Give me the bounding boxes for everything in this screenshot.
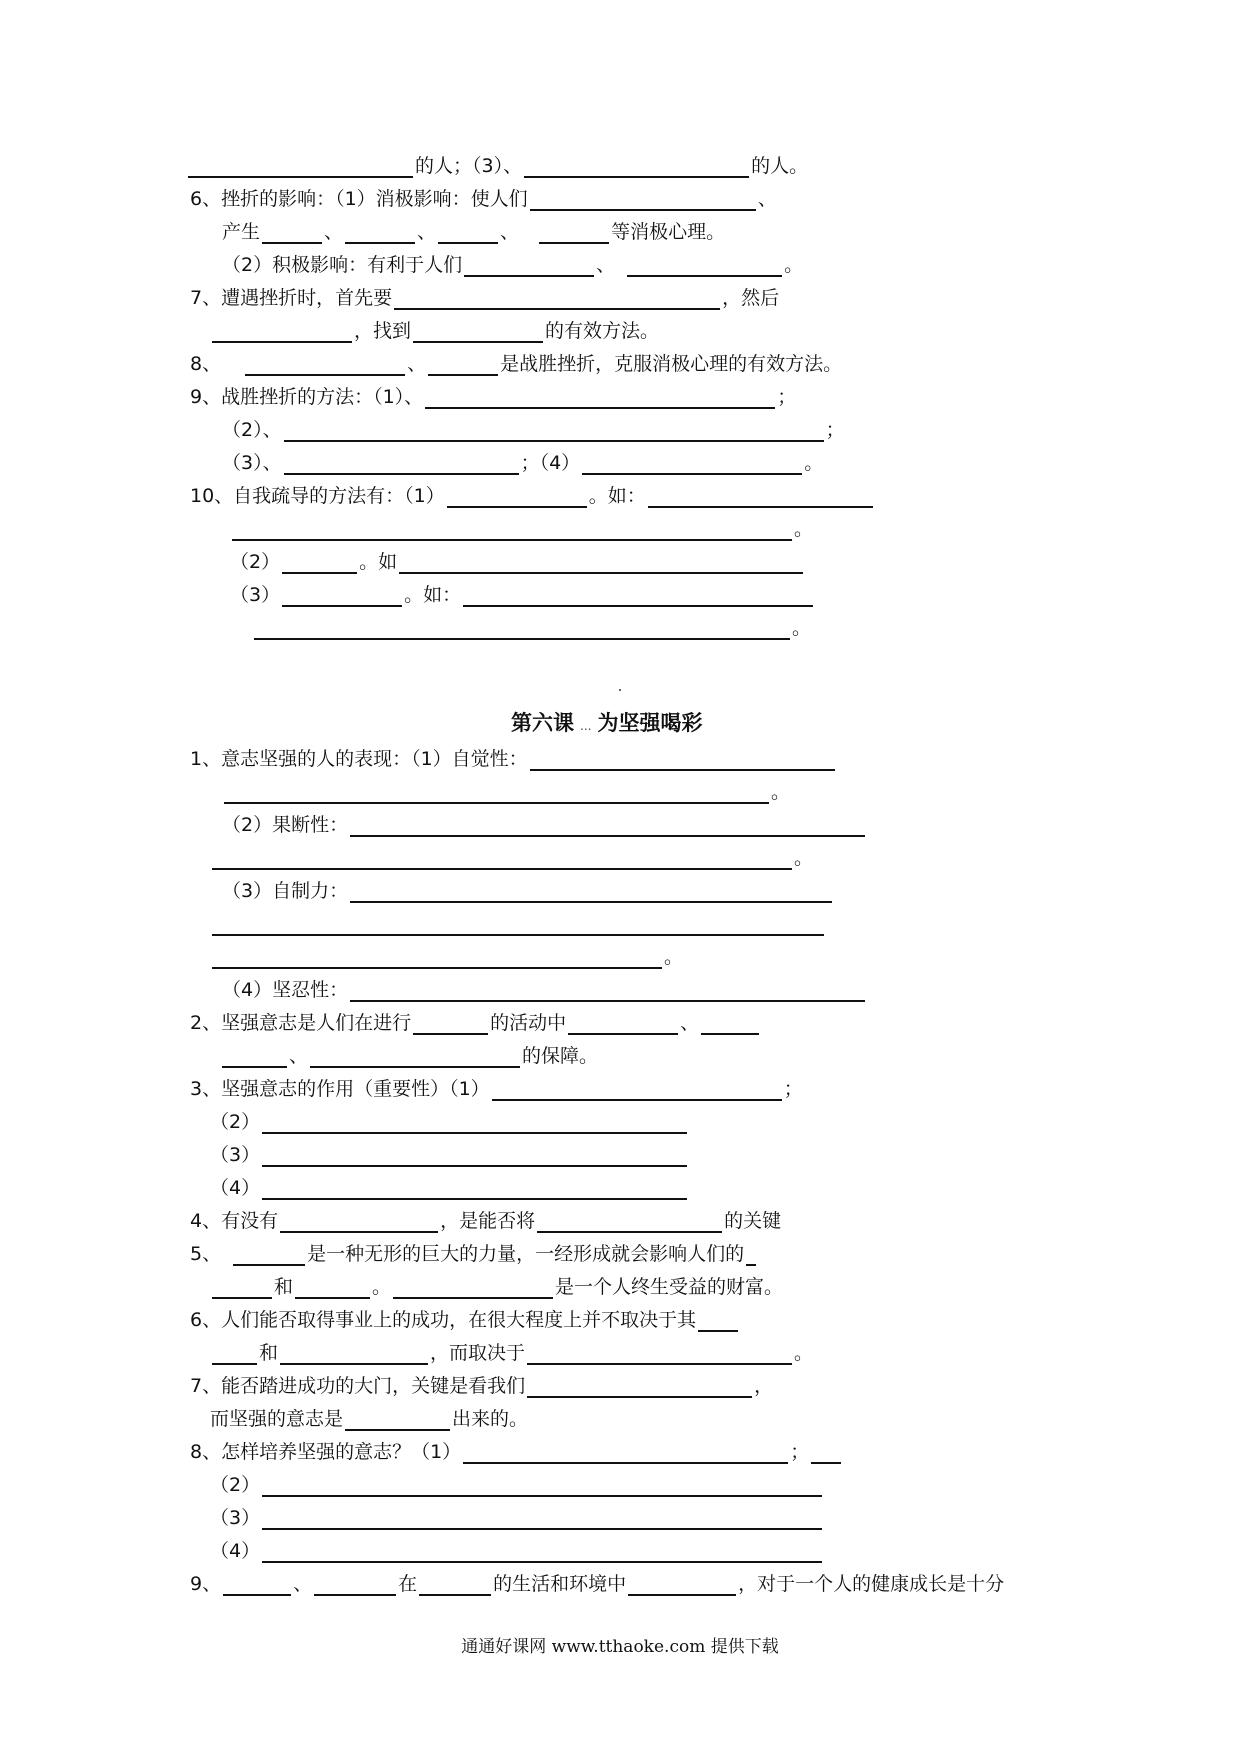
text: 的人。 — [751, 155, 809, 177]
text: 8、 — [190, 353, 222, 375]
blank[interactable] — [284, 453, 519, 475]
blank[interactable] — [811, 1442, 841, 1464]
blank[interactable] — [310, 1046, 520, 1068]
text: 2、坚强意志是人们在进行 — [190, 1012, 412, 1034]
line-m24 — [210, 1506, 824, 1530]
line-m22 — [190, 1440, 843, 1464]
text: （2） — [210, 1111, 261, 1133]
line-l11 — [190, 484, 875, 508]
line-m19 — [210, 1341, 813, 1365]
blank[interactable] — [262, 222, 322, 244]
page-footer: 通通好课网 www.tthaoke.com 提供下载 — [461, 1637, 779, 1657]
text: （3） — [210, 1507, 261, 1529]
text: 3、坚强意志的作用（重要性）（1） — [190, 1078, 490, 1100]
blank[interactable] — [350, 980, 865, 1002]
blank[interactable] — [464, 255, 594, 277]
text: 的活动中 — [490, 1012, 567, 1034]
text: （3）自制力： — [222, 880, 349, 902]
text: 。如 — [359, 551, 398, 573]
blank[interactable] — [627, 255, 782, 277]
text: 。 — [664, 946, 684, 968]
text: ，对于一个人的健康成长是十分 — [738, 1573, 1005, 1595]
text: 。 — [771, 781, 791, 803]
line-l10 — [222, 451, 823, 475]
line-m15 — [190, 1209, 781, 1233]
line-m9 — [190, 1011, 761, 1035]
line-m8 — [222, 978, 867, 1002]
line-l7 — [190, 352, 842, 376]
text: ，而取决于 — [430, 1342, 526, 1364]
blank[interactable] — [413, 321, 543, 343]
text: ； — [783, 1078, 803, 1100]
line-l4 — [222, 253, 803, 277]
text: 、 — [596, 254, 616, 276]
line-l3 — [222, 220, 725, 244]
text: （2）、 — [222, 419, 282, 441]
blank[interactable] — [233, 1244, 305, 1266]
blank[interactable] — [262, 1475, 822, 1497]
text: 8、怎样培养坚强的意志？（1） — [190, 1441, 462, 1463]
lesson-title — [511, 707, 702, 737]
blank[interactable] — [648, 486, 873, 508]
line-l15 — [252, 616, 811, 640]
line-m26 — [190, 1572, 1004, 1596]
text: 的保障。 — [522, 1045, 599, 1067]
text: 。 — [792, 617, 812, 639]
line-m12 — [210, 1110, 689, 1134]
blank[interactable] — [394, 288, 720, 310]
blank[interactable] — [262, 1508, 822, 1530]
blank[interactable] — [492, 1079, 782, 1101]
blank[interactable] — [582, 453, 802, 475]
line-m3 — [222, 813, 867, 837]
blank[interactable] — [212, 947, 662, 969]
text: 1、意志坚强的人的表现：（1）自觉性： — [190, 748, 528, 770]
text: 出来的。 — [452, 1408, 529, 1430]
text: 。如： — [404, 584, 462, 606]
text: （3） — [230, 584, 281, 606]
blank[interactable] — [345, 1409, 450, 1431]
text: （2） — [210, 1474, 261, 1496]
line-l1 — [186, 154, 808, 178]
blank[interactable] — [314, 1574, 396, 1596]
text: （4） — [210, 1177, 261, 1199]
text: 的人；（3）、 — [415, 155, 523, 177]
line-m2 — [222, 780, 790, 804]
blank[interactable] — [701, 1013, 759, 1035]
text: （2） — [230, 551, 281, 573]
blank[interactable] — [527, 1343, 792, 1365]
text: 。 — [372, 1276, 392, 1298]
text: （3） — [210, 1144, 261, 1166]
scan-speck — [619, 689, 621, 691]
blank[interactable] — [568, 1013, 678, 1035]
blank[interactable] — [262, 1112, 687, 1134]
blank[interactable] — [282, 585, 402, 607]
line-m6 — [210, 912, 826, 936]
blank[interactable] — [262, 1145, 687, 1167]
text: （3）、 — [222, 452, 282, 474]
line-l8 — [190, 385, 796, 409]
line-m14 — [210, 1176, 689, 1200]
text: 和 — [259, 1342, 279, 1364]
blank[interactable] — [262, 1541, 822, 1563]
blank[interactable] — [530, 749, 835, 771]
line-m18 — [190, 1308, 740, 1332]
text: ，找到 — [354, 320, 412, 342]
blank[interactable] — [232, 519, 792, 541]
blank[interactable] — [628, 1574, 736, 1596]
line-l9 — [222, 418, 845, 442]
blank[interactable] — [527, 1376, 752, 1398]
text: 、 — [293, 1573, 313, 1595]
text: 10、自我疏导的方法有：（1） — [190, 485, 445, 507]
blank[interactable] — [212, 1277, 272, 1299]
text: 是一种无形的巨大的力量，一经形成就会影响人们的 — [307, 1243, 745, 1265]
title-part: 为坚强喝彩 — [597, 710, 703, 735]
text: 5、 — [190, 1243, 222, 1265]
blank[interactable] — [345, 222, 415, 244]
text: ； — [825, 419, 845, 441]
text: 是一个人终生受益的财富。 — [555, 1276, 784, 1298]
line-m7 — [210, 945, 683, 969]
blank[interactable] — [212, 321, 352, 343]
text: 、 — [407, 353, 427, 375]
text: 、 — [417, 221, 437, 243]
blank[interactable] — [222, 1046, 287, 1068]
blank[interactable] — [212, 914, 824, 936]
blank[interactable] — [463, 1442, 788, 1464]
text: （4）坚忍性： — [222, 979, 349, 1001]
blank[interactable] — [537, 1211, 722, 1233]
text: 、 — [289, 1045, 309, 1067]
blank[interactable] — [280, 1211, 438, 1233]
text: 。 — [794, 847, 814, 869]
text: 、 — [680, 1012, 700, 1034]
text: 9、战胜挫折的方法：（1）、 — [190, 386, 424, 408]
line-m10 — [220, 1044, 598, 1068]
text: 6、挫折的影响：（1）消极影响：使人们 — [190, 188, 528, 210]
text: 。 — [804, 452, 824, 474]
line-m17 — [210, 1275, 783, 1299]
text: （4） — [210, 1540, 261, 1562]
line-l12 — [230, 517, 813, 541]
text: 的关键 — [724, 1210, 782, 1232]
blank[interactable] — [524, 156, 749, 178]
text: 、 — [757, 188, 777, 210]
line-l2 — [190, 187, 777, 211]
text: 是战胜挫折，克服消极心理的有效方法。 — [500, 353, 843, 375]
blank[interactable] — [282, 552, 357, 574]
line-m21 — [210, 1407, 528, 1431]
line-l5 — [190, 286, 779, 310]
text: ， — [754, 1375, 774, 1397]
line-m11 — [190, 1077, 803, 1101]
text: 和 — [274, 1276, 294, 1298]
text: 7、遭遇挫折时，首先要 — [190, 287, 393, 309]
line-m16 — [190, 1242, 758, 1266]
line-m23 — [210, 1473, 824, 1497]
text: 的有效方法。 — [545, 320, 660, 342]
blank[interactable] — [413, 1013, 488, 1035]
blank[interactable] — [262, 1178, 687, 1200]
text: 而坚强的意志是 — [210, 1408, 344, 1430]
text: ，然后 — [722, 287, 780, 309]
text: ； — [777, 386, 797, 408]
line-m5 — [222, 879, 834, 903]
text: ； — [790, 1441, 810, 1463]
text: 7、能否踏进成功的大门，关键是看我们 — [190, 1375, 526, 1397]
text: 。 — [784, 254, 804, 276]
blank[interactable] — [447, 486, 587, 508]
blank[interactable] — [254, 618, 790, 640]
line-l13 — [230, 550, 805, 574]
blank[interactable] — [419, 1574, 491, 1596]
text: 。如： — [588, 485, 646, 507]
line-m1 — [190, 747, 837, 771]
blank[interactable] — [438, 222, 498, 244]
text: 在 — [398, 1573, 418, 1595]
text: 6、人们能否取得事业上的成功，在很大程度上并不取决于其 — [190, 1309, 697, 1331]
blank[interactable] — [223, 1574, 291, 1596]
blank[interactable] — [295, 1277, 370, 1299]
blank[interactable] — [425, 387, 775, 409]
line-l14 — [230, 583, 815, 607]
blank[interactable] — [212, 1343, 257, 1365]
blank[interactable] — [698, 1310, 738, 1332]
text: （2）积极影响：有利于人们 — [222, 254, 463, 276]
text: 、 — [500, 221, 520, 243]
title-part: 第六课 — [511, 710, 574, 735]
blank[interactable] — [399, 552, 803, 574]
blank[interactable] — [746, 1244, 756, 1266]
blank[interactable] — [212, 848, 792, 870]
blank[interactable] — [463, 585, 813, 607]
line-m13 — [210, 1143, 689, 1167]
blank[interactable] — [245, 354, 405, 376]
text: 。 — [794, 1342, 814, 1364]
blank[interactable] — [530, 189, 756, 211]
blank[interactable] — [280, 1343, 428, 1365]
blank[interactable] — [393, 1277, 553, 1299]
title-dots: ... — [580, 719, 592, 733]
blank[interactable] — [350, 881, 832, 903]
text: 的生活和环境中 — [493, 1573, 627, 1595]
text: （2）果断性： — [222, 814, 349, 836]
blank[interactable] — [284, 420, 824, 442]
text: 9、 — [190, 1573, 222, 1595]
blank[interactable] — [428, 354, 498, 376]
blank[interactable] — [539, 222, 609, 244]
text: 。 — [794, 518, 814, 540]
blank[interactable] — [188, 156, 413, 178]
text: 、 — [324, 221, 344, 243]
line-l6 — [210, 319, 659, 343]
line-m25 — [210, 1539, 824, 1563]
text: ；（4） — [520, 452, 581, 474]
text: 产生 — [222, 221, 261, 243]
blank[interactable] — [350, 815, 865, 837]
text: 4、有没有 — [190, 1210, 279, 1232]
blank[interactable] — [224, 782, 769, 804]
text: ，是能否将 — [440, 1210, 536, 1232]
line-m4 — [210, 846, 813, 870]
text: 等消极心理。 — [611, 221, 726, 243]
line-m20 — [190, 1374, 773, 1398]
